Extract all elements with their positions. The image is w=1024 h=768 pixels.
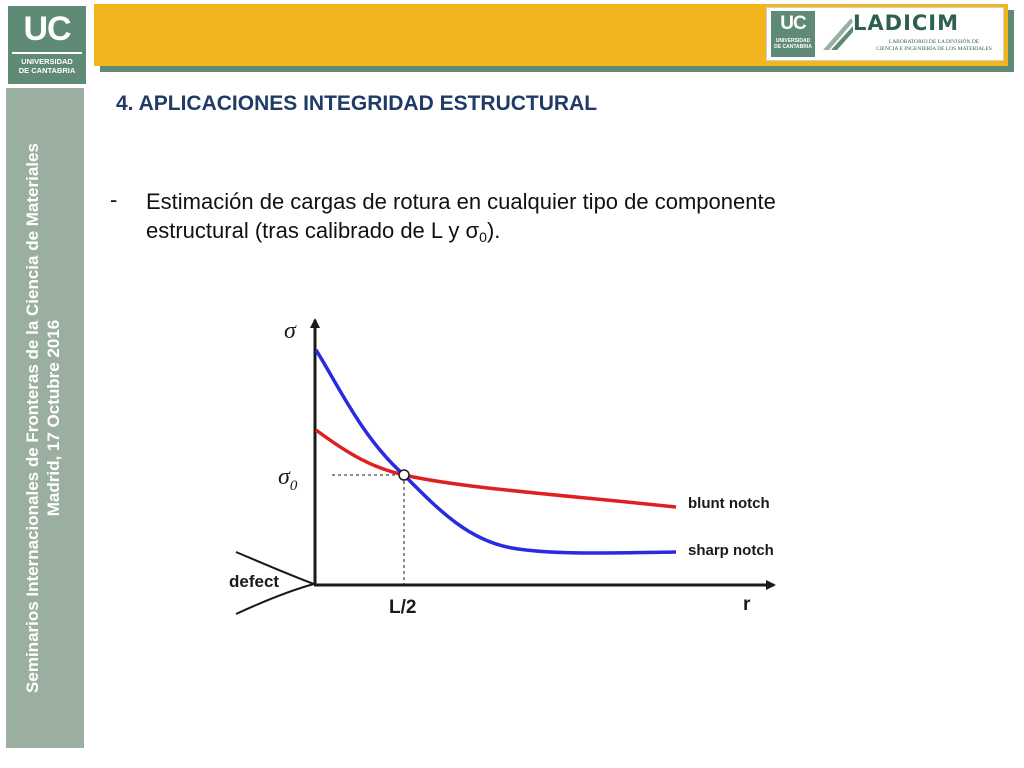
blunt-notch-label: blunt notch xyxy=(688,495,770,512)
uc-logo-divider xyxy=(12,52,82,54)
uc-logo-name-line2: DE CANTABRIA xyxy=(18,66,76,75)
sigma0-label-subscript: 0 xyxy=(289,478,298,494)
sharp-notch-curve xyxy=(316,350,676,553)
bullet-text xyxy=(146,187,826,252)
bullet-subscript: 0 xyxy=(479,229,487,245)
ladicim-subtitle xyxy=(867,39,1001,53)
notch-stress-diagram xyxy=(222,308,802,628)
ladicim-subtitle-line1: LABORATORIO DE LA DIVISIÓN DE xyxy=(888,39,980,45)
uc-logo-mark: UC xyxy=(23,10,71,48)
y-axis-label: σ xyxy=(284,318,296,344)
bullet-text-end: ). xyxy=(486,218,501,243)
slide-title: 4. APLICACIONES INTEGRIDAD ESTRUCTURAL xyxy=(116,92,598,115)
defect-label: defect xyxy=(229,572,280,591)
ladicim-uc-name-line1: UNIVERSIDAD xyxy=(775,38,811,44)
sharp-notch-label: sharp notch xyxy=(688,542,774,559)
ladicim-uc-text: UC xyxy=(780,13,806,34)
uc-logo xyxy=(8,6,86,84)
ladicim-logo xyxy=(766,7,1004,61)
uc-logo-name xyxy=(8,57,86,75)
bullet-text-main: Estimación de cargas de rotura en cualquier tipo de componente estructural (tras calibrado de L y σ xyxy=(146,189,776,243)
sidebar-caption-line1: Seminarios Internacionales de Fronteras de la Ciencia de Materiales xyxy=(23,143,42,693)
sidebar-caption-line2: Madrid, 17 Octubre 2016 xyxy=(44,319,63,517)
l-half-label: L/2 xyxy=(389,597,417,618)
blunt-notch-curve xyxy=(316,430,676,507)
x-axis-label: r xyxy=(743,594,751,615)
ladicim-uc-name xyxy=(771,38,815,50)
ladicim-uc-name-line2: DE CANTABRIA xyxy=(774,44,812,50)
intersection-point xyxy=(399,470,409,480)
ladicim-subtitle-line2: CIENCIA E INGENIERÍA DE LOS MATERIALES xyxy=(876,46,992,52)
sigma0-label-symbol: σ xyxy=(278,464,290,490)
sidebar-caption xyxy=(22,88,66,748)
uc-logo-name-line1: UNIVERSIDAD xyxy=(21,57,73,66)
sigma0-label xyxy=(278,464,298,494)
ladicim-emblem-icon xyxy=(821,14,855,54)
bullet-marker: - xyxy=(110,187,118,212)
ladicim-wordmark: LADICIM xyxy=(853,11,960,35)
ladicim-uc-mark xyxy=(771,11,815,57)
